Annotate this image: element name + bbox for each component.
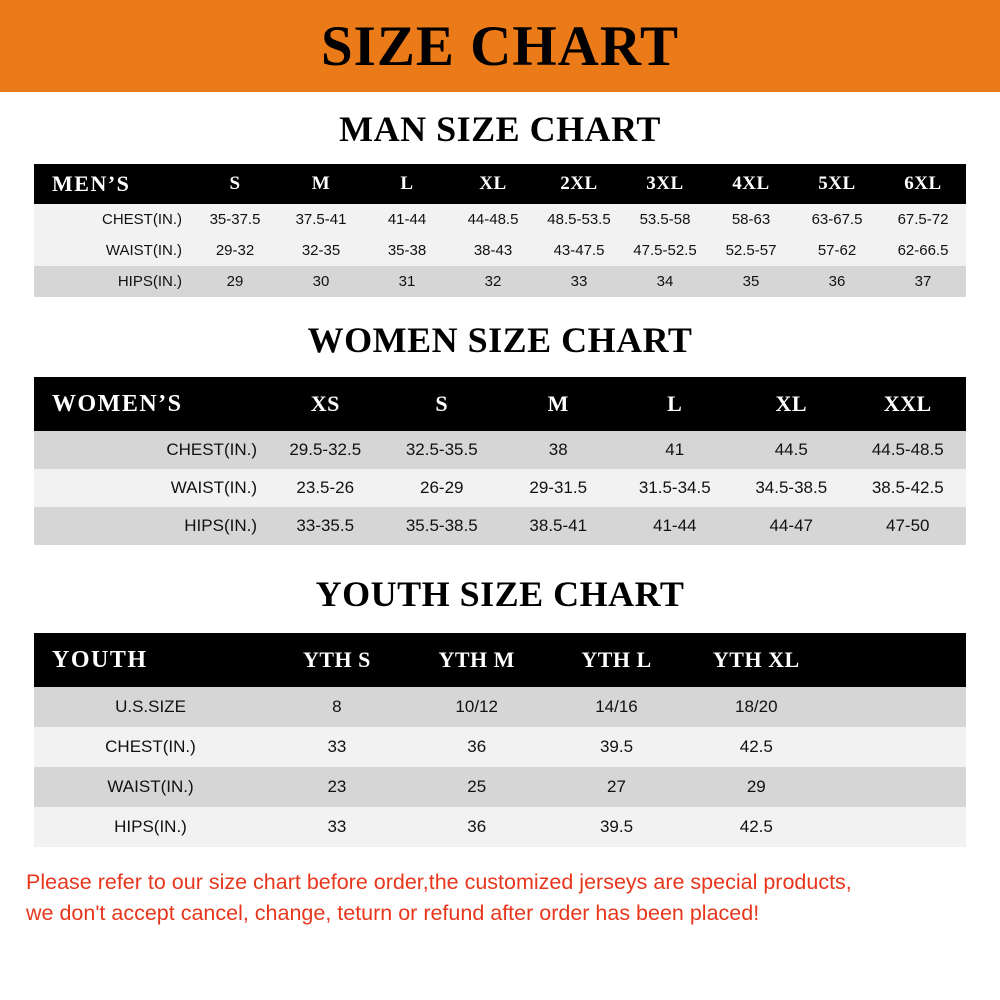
table-row <box>34 767 966 807</box>
youth-row-label: HIPS(IN.) <box>114 817 187 836</box>
youth-col-header: YTH S <box>302 647 371 672</box>
men-col-header: S <box>229 173 241 194</box>
men-cell: 29-32 <box>215 242 255 259</box>
men-cell: 57-62 <box>817 242 857 259</box>
women-cell: 29-31.5 <box>529 478 588 497</box>
women-cell: 32.5-35.5 <box>405 440 478 459</box>
women-col-header: L <box>667 391 683 416</box>
women-cell: 29.5-32.5 <box>289 440 362 459</box>
men-col-header: 3XL <box>646 173 684 194</box>
policy-note-line-1: Please refer to our size chart before order,the customized jerseys are special products, <box>26 870 852 894</box>
youth-header-row <box>34 633 966 687</box>
women-table-wrap <box>34 377 966 545</box>
women-corner-label: WOMEN’S <box>52 390 183 417</box>
men-row-label: WAIST(IN.) <box>105 242 182 259</box>
women-cell: 44-47 <box>769 516 813 535</box>
men-col-header: 2XL <box>560 173 598 194</box>
youth-corner-label: YOUTH <box>52 646 148 673</box>
table-row <box>34 235 966 266</box>
men-col-header: L <box>400 173 414 194</box>
youth-col-header: YTH L <box>581 647 652 672</box>
men-cell: 29 <box>226 273 244 290</box>
women-col-header: XXL <box>883 391 932 416</box>
youth-cell: 42.5 <box>739 737 773 756</box>
youth-col-header: YTH M <box>438 647 515 672</box>
women-cell: 23.5-26 <box>296 478 355 497</box>
women-cell: 38 <box>548 440 568 459</box>
youth-cell-spacer <box>826 687 966 727</box>
men-row-label: HIPS(IN.) <box>117 273 182 290</box>
youth-row-label: CHEST(IN.) <box>105 737 196 756</box>
youth-cell: 29 <box>746 777 766 796</box>
women-table-body <box>34 431 966 545</box>
men-col-header: 4XL <box>732 173 770 194</box>
women-row-label: WAIST(IN.) <box>170 478 257 497</box>
men-cell: 47.5-52.5 <box>633 242 697 259</box>
youth-cell-spacer <box>826 807 966 847</box>
men-cell: 53.5-58 <box>639 211 691 228</box>
policy-note-line-2: we don't accept cancel, change, teturn or refund after order has been placed! <box>26 901 760 926</box>
women-cell: 35.5-38.5 <box>405 516 478 535</box>
men-cell: 33 <box>570 273 588 290</box>
men-col-header: 5XL <box>818 173 856 194</box>
page-title: SIZE CHART <box>320 14 679 78</box>
table-row <box>34 507 966 545</box>
men-cell: 43-47.5 <box>553 242 605 259</box>
men-table-head <box>34 164 966 204</box>
men-col-header: XL <box>479 173 507 194</box>
men-cell: 37.5-41 <box>295 211 347 228</box>
women-cell: 41 <box>665 440 685 459</box>
table-row <box>34 807 966 847</box>
youth-table-wrap <box>34 633 966 847</box>
table-row <box>34 431 966 469</box>
youth-row-label: WAIST(IN.) <box>107 777 194 796</box>
table-row <box>34 687 966 727</box>
youth-size-table <box>34 633 966 847</box>
men-cell: 30 <box>312 273 330 290</box>
men-row-label: CHEST(IN.) <box>102 211 182 228</box>
table-row <box>34 469 966 507</box>
youth-cell: 36 <box>467 817 487 836</box>
women-col-header: S <box>435 391 449 416</box>
women-cell: 34.5-38.5 <box>755 478 828 497</box>
youth-cell: 25 <box>467 777 487 796</box>
men-cell: 34 <box>656 273 674 290</box>
women-cell: 38.5-42.5 <box>871 478 944 497</box>
men-cell: 38-43 <box>473 242 513 259</box>
women-row-label: CHEST(IN.) <box>166 440 257 459</box>
men-cell: 32 <box>484 273 502 290</box>
men-cell: 35-38 <box>387 242 427 259</box>
men-cell: 31 <box>398 273 416 290</box>
men-cell: 41-44 <box>387 211 427 228</box>
youth-table-body <box>34 687 966 847</box>
youth-cell: 14/16 <box>595 697 638 716</box>
men-col-header: M <box>311 173 331 194</box>
men-col-header: 6XL <box>904 173 942 194</box>
men-corner-label: MEN’S <box>52 171 131 196</box>
men-cell: 32-35 <box>301 242 341 259</box>
youth-cell: 8 <box>332 697 342 716</box>
banner <box>0 0 1000 92</box>
youth-cell: 39.5 <box>599 737 634 756</box>
table-row <box>34 727 966 767</box>
youth-cell-spacer <box>826 767 966 807</box>
men-cell: 52.5-57 <box>725 242 777 259</box>
youth-cell-spacer <box>826 727 966 767</box>
men-cell: 62-66.5 <box>897 242 949 259</box>
women-row-label: HIPS(IN.) <box>184 516 257 535</box>
men-cell: 44-48.5 <box>467 211 519 228</box>
men-cell: 48.5-53.5 <box>547 211 611 228</box>
women-size-table <box>34 377 966 545</box>
women-col-header: M <box>547 391 569 416</box>
youth-table-head <box>34 633 966 687</box>
youth-cell: 33 <box>327 817 347 836</box>
table-row <box>34 204 966 235</box>
youth-cell: 10/12 <box>455 697 498 716</box>
men-table-wrap <box>34 164 966 297</box>
men-header-row <box>34 164 966 204</box>
youth-row-label: U.S.SIZE <box>115 697 186 716</box>
youth-col-spacer <box>826 633 966 687</box>
women-cell: 31.5-34.5 <box>638 478 711 497</box>
men-cell: 67.5-72 <box>897 211 949 228</box>
youth-cell: 33 <box>327 737 347 756</box>
youth-cell: 27 <box>607 777 626 796</box>
women-table-head <box>34 377 966 431</box>
men-cell: 58-63 <box>731 211 771 228</box>
women-col-header: XL <box>775 391 808 416</box>
women-cell: 44.5-48.5 <box>871 440 944 459</box>
men-cell: 35 <box>742 273 760 290</box>
women-cell: 26-29 <box>420 478 464 497</box>
youth-cell: 39.5 <box>599 817 634 836</box>
women-section-heading: WOMEN SIZE CHART <box>307 320 693 360</box>
men-section-heading: MAN SIZE CHART <box>339 109 661 149</box>
women-header-row <box>34 377 966 431</box>
men-table-body <box>34 204 966 297</box>
women-col-header: XS <box>310 391 340 416</box>
men-cell: 36 <box>828 273 846 290</box>
men-cell: 37 <box>914 273 932 290</box>
women-cell: 33-35.5 <box>296 516 355 535</box>
youth-cell: 18/20 <box>735 697 778 716</box>
youth-cell: 36 <box>467 737 487 756</box>
women-cell: 44.5 <box>774 440 808 459</box>
youth-col-header: YTH XL <box>712 647 800 672</box>
men-size-table <box>34 164 966 297</box>
men-cell: 63-67.5 <box>811 211 863 228</box>
women-cell: 47-50 <box>886 516 930 535</box>
table-row <box>34 266 966 297</box>
women-cell: 41-44 <box>653 516 697 535</box>
youth-section-heading: YOUTH SIZE CHART <box>315 574 685 614</box>
women-cell: 38.5-41 <box>529 516 588 535</box>
men-cell: 35-37.5 <box>209 211 261 228</box>
youth-cell: 42.5 <box>739 817 773 836</box>
policy-note <box>0 867 1000 929</box>
youth-cell: 23 <box>327 777 347 796</box>
